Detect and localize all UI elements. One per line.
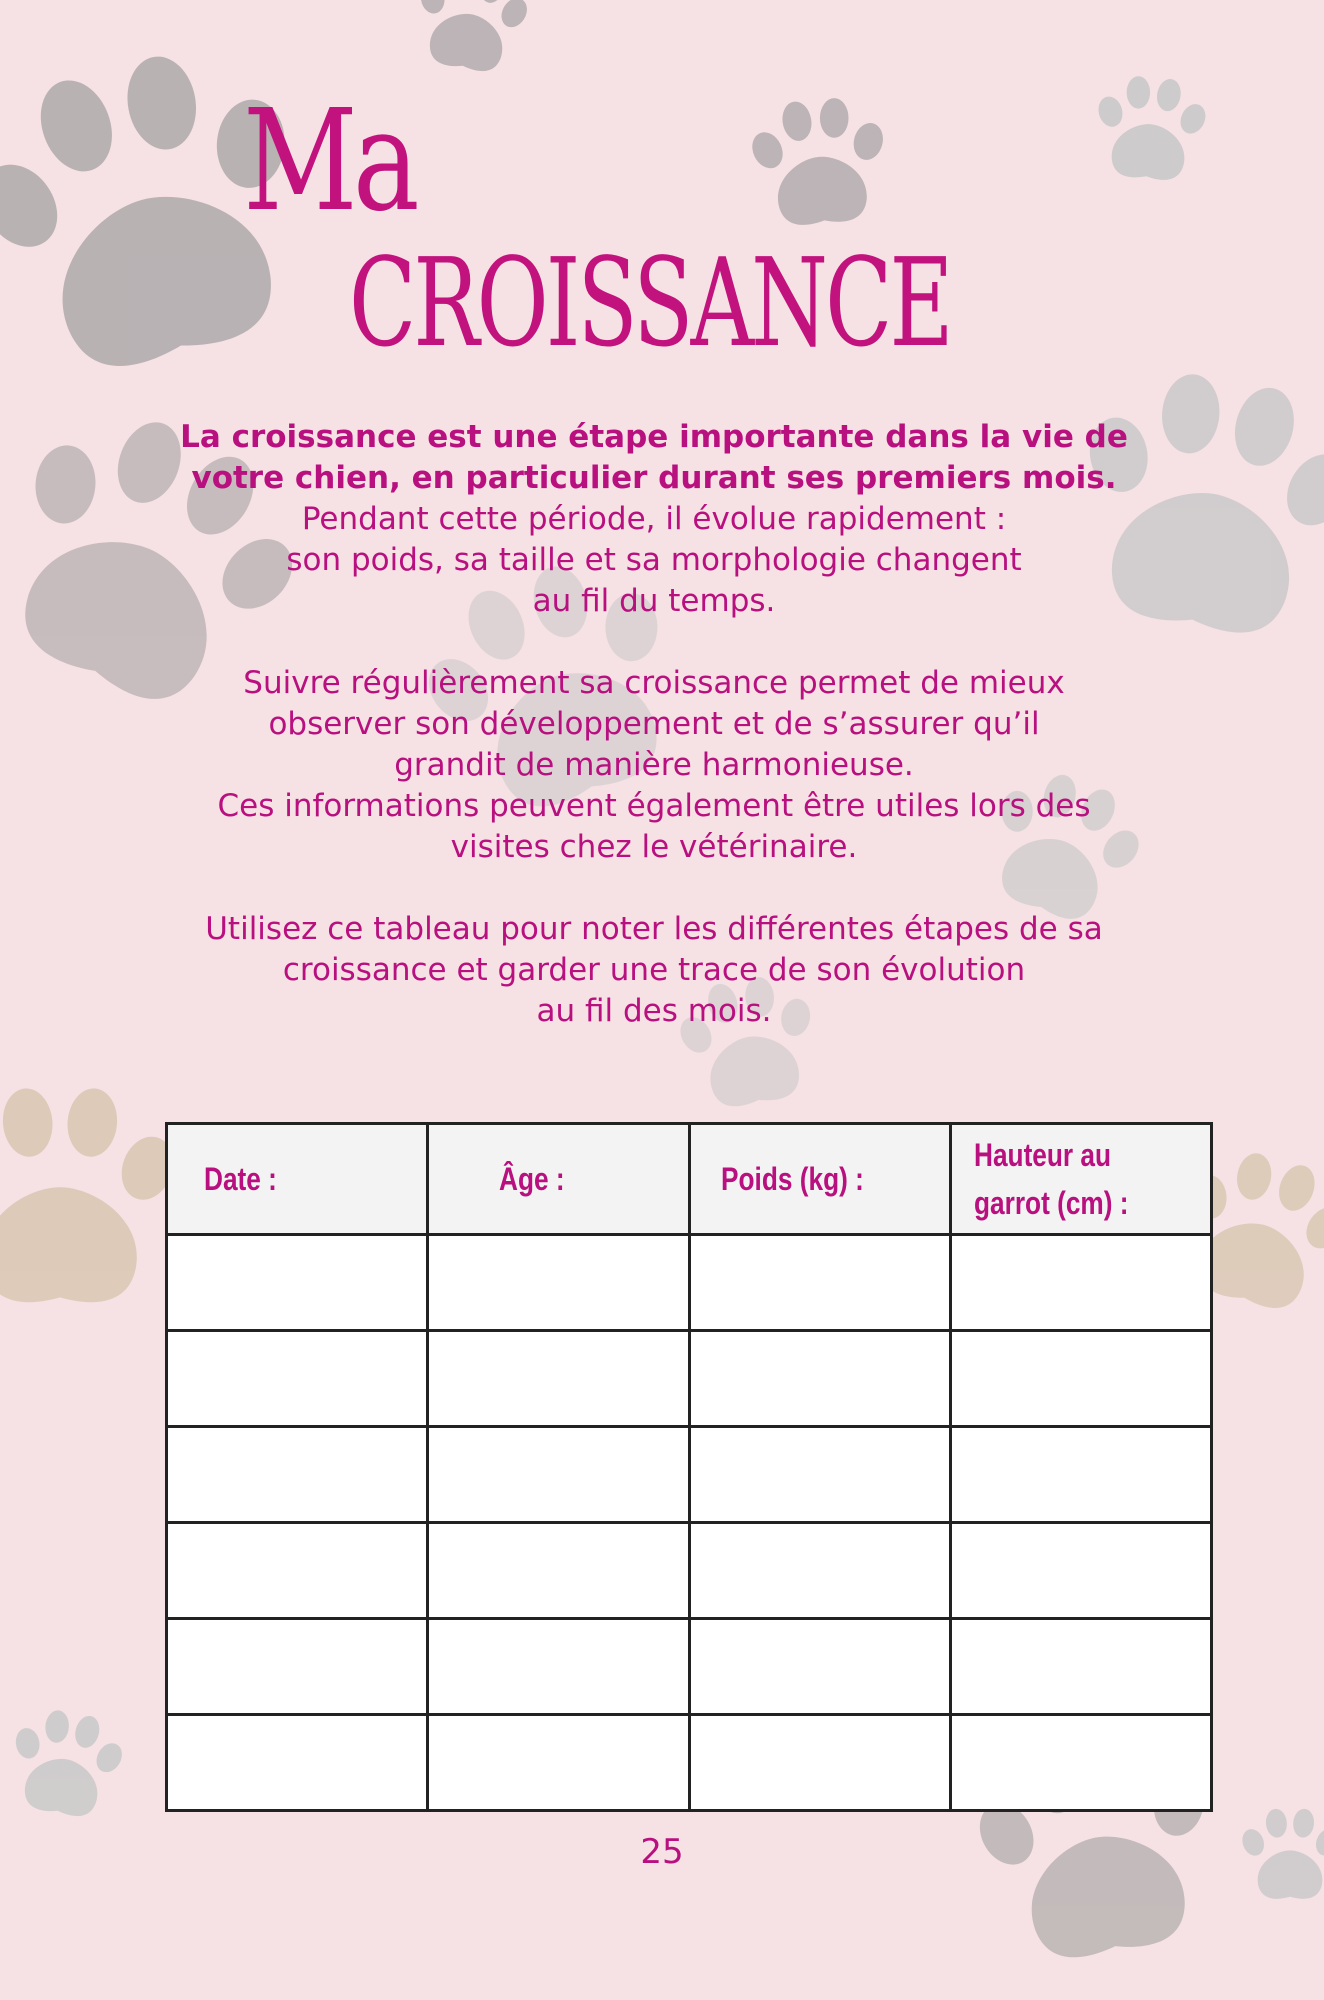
intro-paragraph-1	[150, 417, 1158, 622]
table-cell[interactable]	[689, 1523, 950, 1619]
table-row	[167, 1619, 1212, 1715]
table-row	[167, 1715, 1212, 1811]
table-cell[interactable]	[428, 1235, 689, 1331]
table-cell[interactable]	[950, 1523, 1211, 1619]
table-row	[167, 1523, 1212, 1619]
table-cell[interactable]	[428, 1619, 689, 1715]
intro-bold-line: votre chien, en particulier durant ses premiers mois.	[191, 460, 1117, 496]
paw-print-icon	[0, 1086, 182, 1302]
table-cell[interactable]	[167, 1523, 428, 1619]
intro-line: Pendant cette période, il évolue rapidement :	[301, 501, 1007, 537]
table-cell[interactable]	[950, 1235, 1211, 1331]
header-age-label: Âge :	[499, 1161, 565, 1197]
table-cell[interactable]	[167, 1619, 428, 1715]
header-weight	[689, 1124, 950, 1235]
table-cell[interactable]	[428, 1523, 689, 1619]
intro-bold-line: La croissance est une étape importante dans la vie de	[180, 419, 1128, 455]
table-body	[167, 1235, 1212, 1811]
table-row	[167, 1427, 1212, 1523]
paw-print-icon	[406, 0, 537, 78]
table-cell[interactable]	[689, 1619, 950, 1715]
intro-line: Suivre régulièrement sa croissance permet de mieux	[243, 665, 1065, 701]
table-cell[interactable]	[428, 1427, 689, 1523]
page-title-croissance: CROISSANCE	[349, 232, 951, 374]
table-cell[interactable]	[950, 1331, 1211, 1427]
header-height-label: Hauteur au garrot (cm) :	[973, 1137, 1129, 1221]
intro-line: son poids, sa taille et sa morphologie changent	[286, 542, 1022, 578]
page-title-ma: Ma	[243, 80, 415, 243]
intro-line: grandit de manière harmonieuse.	[394, 747, 914, 783]
table-cell[interactable]	[167, 1235, 428, 1331]
intro-paragraph-2	[150, 663, 1158, 868]
intro-line: croissance et garder une trace de son évolution	[282, 952, 1026, 988]
table-cell[interactable]	[428, 1715, 689, 1811]
header-weight-label: Poids (kg) :	[720, 1161, 864, 1197]
header-height	[950, 1124, 1211, 1235]
intro-paragraph-3	[150, 909, 1158, 1032]
table-cell[interactable]	[167, 1715, 428, 1811]
intro-line: Utilisez ce tableau pour noter les différentes étapes de sa	[205, 911, 1103, 947]
table-header-row	[167, 1124, 1212, 1235]
table-cell[interactable]	[428, 1331, 689, 1427]
table-cell[interactable]	[950, 1427, 1211, 1523]
table-cell[interactable]	[167, 1427, 428, 1523]
growth-table	[165, 1122, 1213, 1812]
intro-text	[150, 417, 1158, 1073]
table-row	[167, 1235, 1212, 1331]
intro-line: visites chez le vétérinaire.	[450, 829, 858, 865]
growth-table-wrapper	[165, 1122, 1213, 1802]
paw-print-icon	[1, 1702, 132, 1823]
paw-print-icon	[744, 93, 895, 230]
header-date	[167, 1124, 428, 1235]
table-cell[interactable]	[689, 1715, 950, 1811]
table-cell[interactable]	[950, 1715, 1211, 1811]
table-cell[interactable]	[689, 1235, 950, 1331]
intro-line: au fil du temps.	[532, 583, 776, 619]
intro-line: au fil des mois.	[536, 993, 772, 1029]
table-cell[interactable]	[950, 1619, 1211, 1715]
intro-line: observer son développement et de s’assurer qu’il	[268, 706, 1040, 742]
intro-line: Ces informations peuvent également être utiles lors des	[217, 788, 1091, 824]
header-date-label: Date :	[204, 1161, 277, 1197]
table-row	[167, 1331, 1212, 1427]
table-cell[interactable]	[689, 1331, 950, 1427]
paw-print-icon	[1089, 72, 1213, 184]
header-age	[428, 1124, 689, 1235]
table-cell[interactable]	[689, 1427, 950, 1523]
table-cell[interactable]	[167, 1331, 428, 1427]
page-number: 25	[640, 1832, 684, 1872]
